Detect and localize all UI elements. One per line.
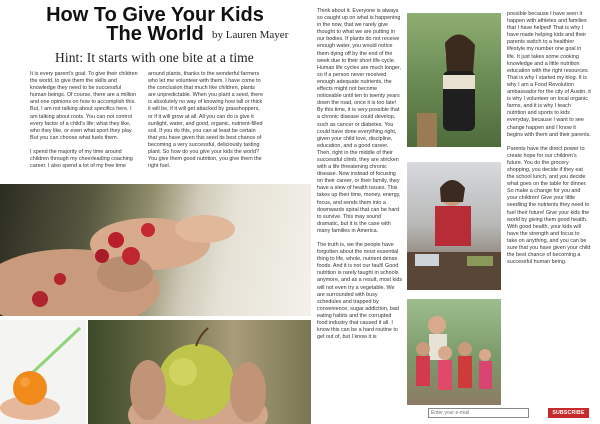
kids-group-illustration [407, 299, 501, 405]
text-column-4 [507, 11, 591, 273]
text-column-3 [317, 8, 403, 348]
woman-garden-illustration [407, 13, 501, 147]
kids-group-photo [407, 299, 501, 405]
woman-in-garden-photo [407, 13, 501, 147]
orange-with-straw-photo [0, 320, 86, 424]
paragraph: It is every parent's goal. To give their children the world, to give them the skills and knowledge they need to be successful human beings. Of course, there are a million and one opinions on how to accomplish this. But, I am not talking about specifics here, I am talking about roots. You can not control every factor of a child's life; what they like, who they like, or even what sport they play. But you can choose what fuels them. [30, 71, 138, 141]
orange-illustration [0, 320, 86, 424]
paragraph: Think about it. Everyone is always so caught up on what is happening in the now, that we rarely give thought to what we are putting in our bodies. If plants do not receive enough water, you would notice them dying off by the end of the week due to their short life cycle. Human life cycles are much longer, so if a person never received enough adequate nutrients, the effects might not become noticeable until ten to twenty years down the road, once it is too late! By this time, it is very possible that a chronic disease could develop, such as cancer or diabetes. You could have done everything right, given your child love, discipline, education, and a good career. Then, right in the middle of their successful climb, they are stricken with a life threatening chronic disease. Now instead of focusing on their career, or their family, they have a slew of health issues. This takes up their time, money, energy, focus, and sends them into a downwards spiral that can be hard to survive. This may sound dramatic, but it is the case with many families in America. [317, 8, 401, 234]
paragraph: around plants, thanks to the wonderful farmers who let me volunteer with them. I have come to the conclusion that much like children, plants are unpredictable. When you plant a seed, there is absolutely no way of knowing how tall or thick it will be, if it will get attacked by grasshoppers, or if it will grow at all. All you can do is give it sunlight, water, and good, organic, nutrient-filled soil. If you do this, you can at least be certain that you have given this seed its best chance of becoming a very successful, deliciously tasting plant. So how do you give your kids the world? You give them good nutrition, you give them the right fuel. [148, 71, 264, 170]
email-field[interactable] [428, 408, 529, 418]
text-column-1 [30, 71, 138, 177]
hands-with-raspberries-photo [0, 184, 311, 316]
paragraph: possible because I have seen it happen with athletes and families that I have helped! That is why I have made helping kids and their parents switch to a healthier lifestyle my number one goal in life. It just takes some cooking knowledge and a little nutrition education with the right resources. That is why I started my blog. It is why I am a Food Revolution ambassador for the city of Austin, it is why I volunteer on local organic farms, and it is why I teach nutrition and sports to kids everyday, because I want to see change happen and I know it begins with them and their parents. [507, 11, 591, 138]
paragraph: Parents have the direct power to create hope for our children's future. You do the grocery shopping, you decide if they eat the school lunch, and you decide what goes on the table for dinner. So make a change for you and your children! Give your little seedling the nutrients they need to fuel their future! Give your kids the world by giving them good health. With good health, your kids will have the strength and focus to take on anything, and you can be sure that you have given your child the best chance of becoming a successful human being. [507, 145, 591, 266]
paragraph: The truth is, we the people have forgotten about the most essential thing to life, whole, nutrient dense foods. And it is not our fault! Good nutrition is rarely taught in schools anymore, and as a result, most kids will not even try a vegetable. We are surrounded with busy schedules and trapped by convenience, sugar addiction, bad eating habits and the corrupted food industry that caused it all. I know this can be a hard routine to get out of, but I know it is [317, 242, 403, 341]
text-column-2 [148, 71, 264, 177]
cooking-demo-photo [407, 162, 501, 290]
hands-raspberries-illustration [0, 184, 311, 316]
article-byline: by Lauren Mayer [212, 29, 289, 41]
email-input[interactable] [431, 410, 526, 416]
apple-illustration [88, 320, 311, 424]
paragraph: I spend the majority of my time around children through my cheerleading coaching career. I also spend a lot of my free time [30, 148, 133, 170]
article-title: How To Give Your Kids The World [46, 4, 264, 45]
girl-with-apple-photo [88, 320, 311, 424]
cooking-demo-illustration [407, 162, 501, 290]
article-subtitle: Hint: It starts with one bite at a time [55, 50, 254, 65]
subscribe-button[interactable]: SUBSCRIBE [548, 408, 589, 418]
